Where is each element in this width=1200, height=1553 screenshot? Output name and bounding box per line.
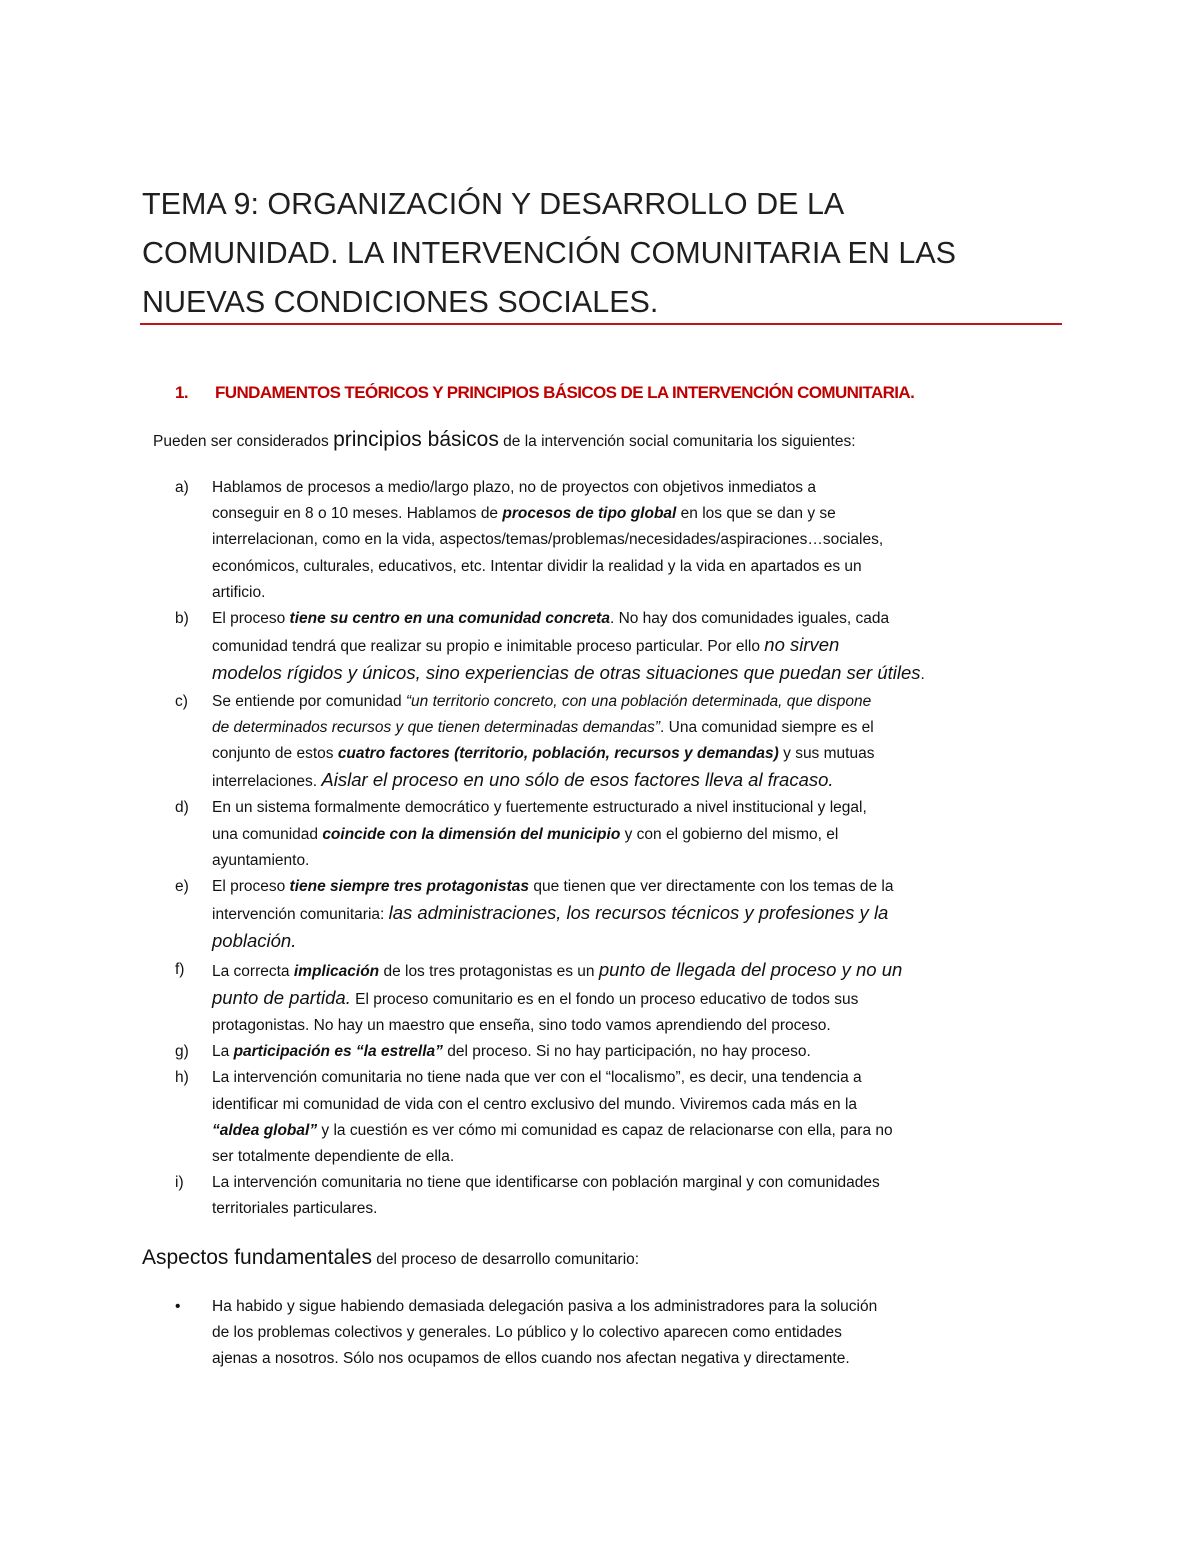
plain-text: . Una comunidad siempre es el	[660, 718, 874, 736]
title-line: COMUNIDAD. LA INTERVENCIÓN COMUNITARIA EN LAS	[142, 236, 957, 270]
title-line: TEMA 9: ORGANIZACIÓN Y DESARROLLO DE LA	[142, 187, 845, 221]
text-line	[212, 900, 1065, 928]
plain-text: identificar mi comunidad de vida con el centro exclusivo del mundo. Viviremos cada más en la	[212, 1095, 858, 1113]
list-item-text	[212, 957, 1065, 1040]
title-underline-rule	[140, 323, 1062, 325]
text-line	[212, 957, 1065, 985]
plain-text: protagonistas. No hay un maestro que enseña, sino todo vamos aprendiendo del proceso.	[212, 1017, 831, 1035]
list-item	[175, 1039, 1065, 1065]
plain-text: La intervención comunitaria no tiene que identificarse con población marginal y con comunidades	[212, 1174, 880, 1192]
list-item-text	[212, 1039, 1065, 1065]
text-line	[212, 1144, 1065, 1170]
text-line	[212, 822, 1065, 848]
plain-text: interrelacionan, como en la vida, aspectos/temas/problemas/necesidades/aspiraciones…sociales,	[212, 531, 884, 549]
intro-paragraph	[153, 428, 1053, 452]
plain-text: El proceso comunitario es en el fondo un proceso educativo de todos sus	[350, 990, 859, 1008]
list-item-marker: h)	[175, 1069, 189, 1087]
plain-text: El proceso	[212, 610, 290, 628]
plain-text: y la cuestión es ver cómo mi comunidad es capaz de relacionarse con ella, para no	[317, 1121, 893, 1139]
plain-text: y sus mutuas	[778, 745, 875, 763]
list-item-marker: d)	[175, 799, 189, 817]
plain-text: La	[212, 1043, 234, 1061]
list-item	[175, 957, 1065, 1040]
list-item	[175, 874, 1065, 957]
text-line	[212, 985, 1065, 1013]
plain-text: Se entiende por comunidad	[212, 692, 406, 710]
text-line	[212, 741, 1065, 767]
plain-text: . No hay dos comunidades iguales, cada	[609, 610, 890, 628]
text-line	[212, 848, 1065, 874]
plain-text: ayuntamiento.	[212, 851, 310, 869]
list-item-marker: c)	[175, 692, 188, 710]
list-item	[175, 795, 1065, 874]
emphasis-text: población.	[212, 930, 297, 952]
plain-text: En un sistema formalmente democrático y fuertemente estructurado a nivel institucional y legal,	[212, 799, 867, 817]
plain-text: El proceso	[212, 878, 290, 896]
list-item-text	[212, 874, 1065, 957]
text-line	[212, 1170, 1065, 1196]
list-item-marker: i)	[175, 1174, 184, 1192]
section-heading	[175, 383, 1075, 403]
emphasis-text: punto de llegada del proceso y no un	[598, 958, 903, 980]
emphasis-text: de determinados recursos y que tienen determinadas demandas”	[212, 718, 661, 736]
text-line	[212, 1013, 1065, 1039]
text-line	[212, 606, 1065, 632]
plain-text: en los que se dan y se	[676, 505, 836, 523]
list-item-text	[212, 606, 1065, 689]
text-line	[212, 795, 1065, 821]
list-item-marker: g)	[175, 1043, 189, 1061]
text-line	[212, 554, 1065, 580]
title-line: NUEVAS CONDICIONES SOCIALES.	[142, 285, 659, 319]
intro-text-before: Pueden ser considerados	[153, 433, 334, 450]
list-item-text	[212, 475, 1065, 606]
list-item-text	[212, 1065, 1065, 1170]
plain-text: interrelaciones.	[212, 773, 322, 791]
text-line	[212, 928, 1065, 956]
section-number: 1.	[175, 383, 188, 402]
intro-text-after: de la intervención social comunitaria los siguientes:	[498, 433, 856, 450]
text-line	[212, 689, 1065, 715]
list-item	[175, 1170, 1065, 1222]
plain-text: territoriales particulares.	[212, 1200, 378, 1218]
aspects-emphasis: Aspectos fundamentales	[142, 1246, 372, 1269]
aspects-heading	[142, 1246, 1042, 1270]
plain-text: ser totalmente dependiente de ella.	[212, 1148, 455, 1166]
plain-text: intervención comunitaria:	[212, 906, 389, 924]
emphasis-text: punto de partida.	[212, 986, 351, 1008]
text-line	[212, 1118, 1065, 1144]
plain-text: artificio.	[212, 583, 266, 601]
list-item-text	[212, 795, 1065, 874]
emphasis-text: modelos rígidos y únicos, sino experiencias de otras situaciones que puedan ser útiles	[212, 662, 921, 684]
text-line	[212, 1065, 1065, 1091]
text-line	[212, 715, 1065, 741]
plain-text: .	[920, 666, 925, 684]
text-line	[212, 527, 1065, 553]
emphasis-text: tiene siempre tres protagonistas	[289, 878, 530, 896]
emphasis-text: cuatro factores (territorio, población, recursos y demandas)	[337, 745, 779, 763]
text-line	[212, 1039, 1065, 1065]
plain-text: conseguir en 8 o 10 meses. Hablamos de	[212, 505, 503, 523]
text-line: Ha habido y sigue habiendo demasiada delegación pasiva a los administradores para la solución	[212, 1298, 878, 1315]
list-item-marker: b)	[175, 610, 189, 628]
emphasis-text: participación es “la estrella”	[233, 1043, 443, 1061]
emphasis-text: coincide con la dimensión del municipio	[322, 825, 621, 843]
bullet-item	[175, 1294, 1065, 1373]
plain-text: que tienen que ver directamente con los temas de la	[529, 878, 894, 896]
text-line	[212, 767, 1065, 795]
list-item	[175, 1065, 1065, 1170]
plain-text: La intervención comunitaria no tiene nada que ver con el “localismo”, es decir, una tendencia a	[212, 1069, 862, 1087]
plain-text: una comunidad	[212, 825, 323, 843]
text-line	[212, 580, 1065, 606]
list-item-text	[212, 1170, 1065, 1222]
aspects-text-after: del proceso de desarrollo comunitario:	[371, 1251, 640, 1268]
text-line	[212, 475, 1065, 501]
emphasis-text: tiene su centro en una comunidad concreta	[289, 610, 610, 628]
document-title	[142, 180, 1062, 327]
list-item	[175, 606, 1065, 689]
text-line	[212, 501, 1065, 527]
text-line	[212, 1092, 1065, 1118]
plain-text: económicos, culturales, educativos, etc. Intentar dividir la realidad y la vida en apartados es un	[212, 557, 862, 575]
text-line	[212, 874, 1065, 900]
plain-text: y con el gobierno del mismo, el	[620, 825, 839, 843]
plain-text: del proceso. Si no hay participación, no hay proceso.	[442, 1043, 811, 1061]
list-item-marker: e)	[175, 878, 189, 896]
text-line	[212, 632, 1065, 660]
text-line: ajenas a nosotros. Sólo nos ocupamos de ellos cuando nos afectan negativa y directamente.	[212, 1350, 850, 1368]
text-line	[212, 660, 1065, 688]
text-line: de los problemas colectivos y generales. Lo público y lo colectivo aparecen como entidades	[212, 1324, 842, 1342]
bullet-icon: •	[175, 1298, 181, 1315]
emphasis-text: “un territorio concreto, con una población determinada, que dispone	[405, 692, 872, 710]
list-item-marker: f)	[175, 960, 185, 978]
list-item-text	[212, 689, 1065, 796]
principles-list	[175, 475, 1065, 1223]
intro-emphasis: principios básicos	[333, 428, 499, 451]
plain-text: Hablamos de procesos a medio/largo plazo, no de proyectos con objetivos inmediatos a	[212, 479, 816, 496]
emphasis-text: las administraciones, los recursos técnicos y profesiones y la	[388, 902, 889, 924]
emphasis-text: implicación	[293, 962, 380, 980]
plain-text: La correcta	[212, 962, 294, 980]
list-item	[175, 689, 1065, 796]
text-line	[212, 1196, 1065, 1222]
emphasis-text: procesos de tipo global	[502, 505, 677, 523]
section-heading-text: FUNDAMENTOS TEÓRICOS Y PRINCIPIOS BÁSICOS DE LA INTERVENCIÓN COMUNITARIA.	[215, 383, 915, 402]
plain-text: de los tres protagonistas es un	[379, 962, 599, 980]
plain-text: conjunto de estos	[212, 745, 338, 763]
bullet-text	[212, 1294, 1065, 1373]
list-item	[175, 475, 1065, 606]
plain-text: comunidad tendrá que realizar su propio e inimitable proceso particular. Por ello	[212, 638, 765, 656]
emphasis-text: Aislar el proceso en uno sólo de esos factores lleva al fracaso.	[321, 769, 834, 791]
aspects-bullet-list	[175, 1294, 1065, 1373]
list-item-marker: a)	[175, 479, 189, 496]
emphasis-text: “aldea global”	[212, 1121, 318, 1139]
emphasis-text: no sirven	[764, 634, 840, 656]
